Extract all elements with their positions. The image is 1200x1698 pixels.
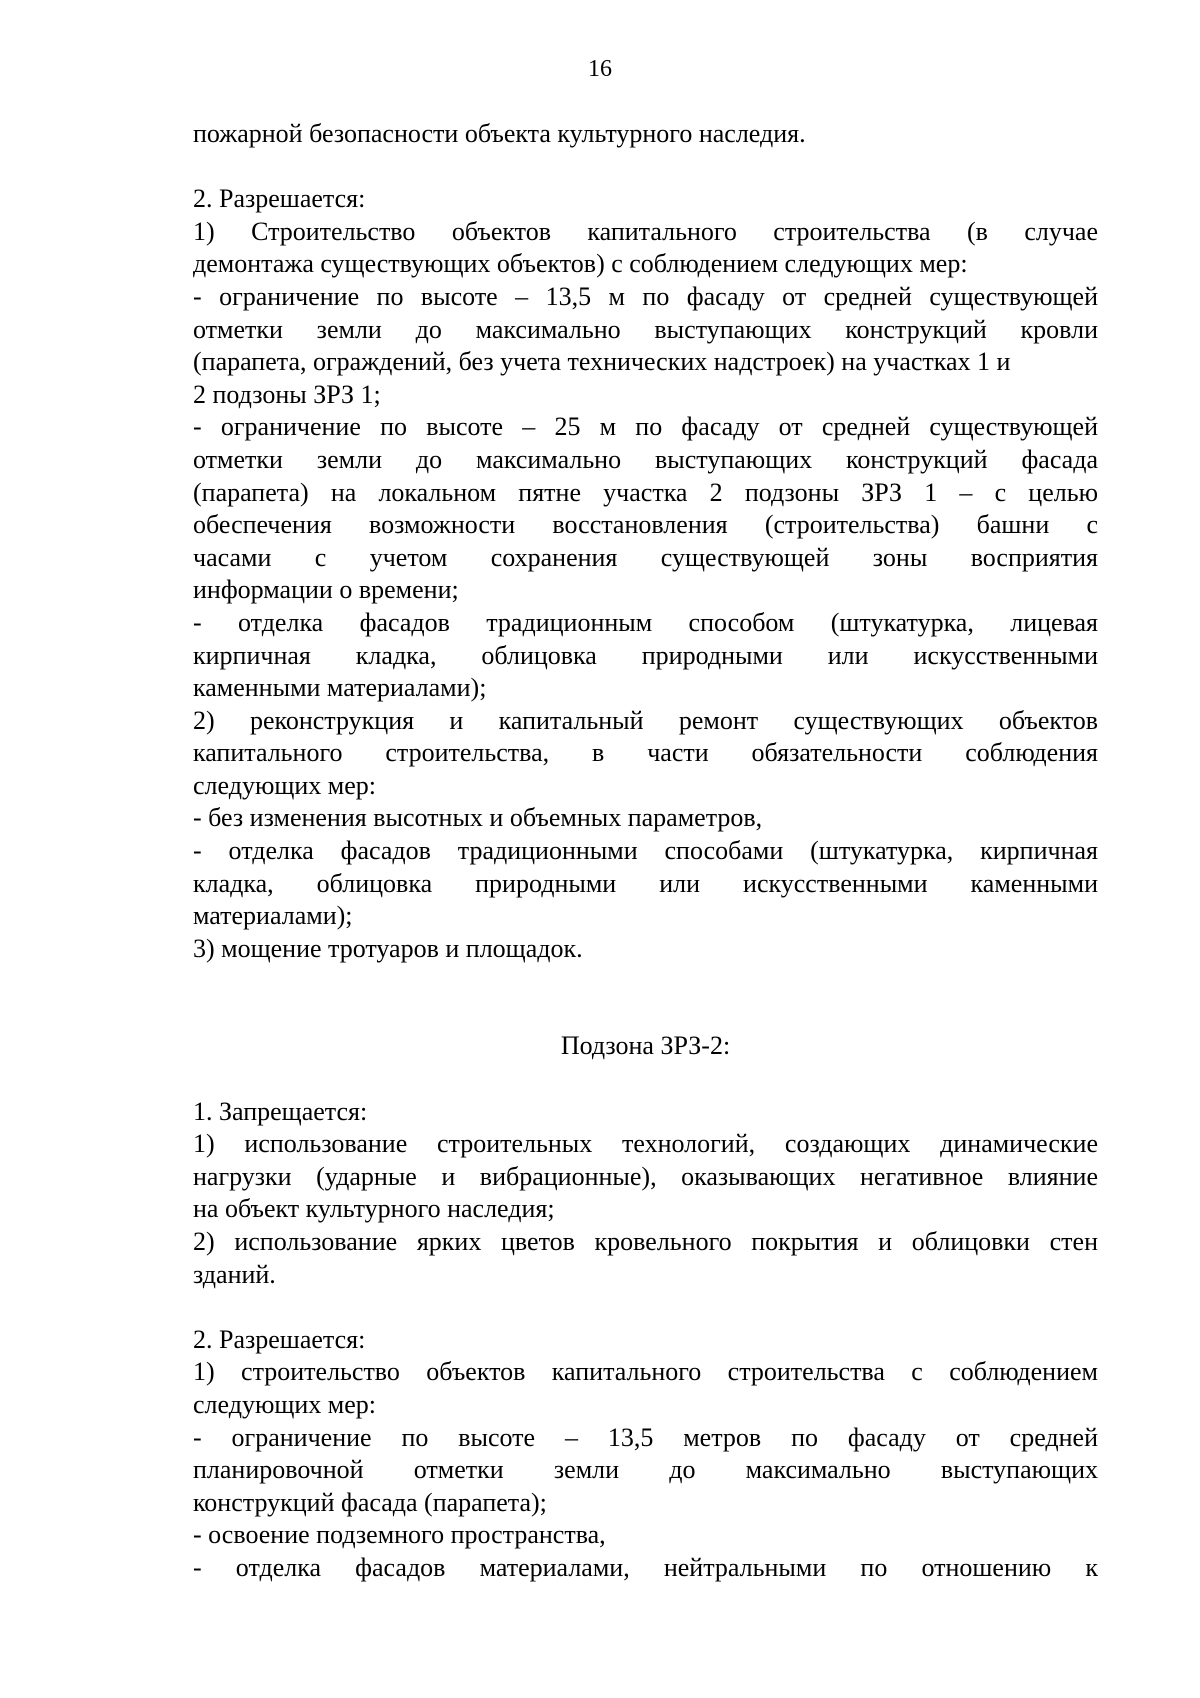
subzone-heading: Подзона ЗРЗ-2: (560, 1031, 731, 1061)
text-line: 1) использование строительных технологий, создающих динамические (193, 1129, 1098, 1159)
text-line: следующих мер: (193, 770, 377, 800)
text-line: информации о времени; (193, 575, 459, 605)
text-line: 3) мощение тротуаров и площадок. (193, 933, 583, 963)
paragraph-gap (193, 1291, 1098, 1324)
text-line: кирпичная кладка, облицовка природными или искусственными (193, 640, 1098, 670)
text-line: материалами); (193, 901, 353, 931)
text-line: 2) реконструкция и капитальный ремонт существующих объектов (193, 705, 1098, 735)
text-line: пожарной безопасности объекта культурного наследия. (193, 119, 806, 148)
text-line: - ограничение по высоте – 25 м по фасаду от средней существующей (193, 412, 1098, 442)
text-line: 1) Строительство объектов капитального строительства (в случае (193, 216, 1098, 246)
text-line: - освоение подземного пространства, (193, 1520, 606, 1550)
paragraph-gap (193, 1063, 1098, 1096)
text-line: кладка, облицовка природными или искусственными каменными (193, 868, 1098, 898)
text-line: нагрузки (ударные и вибрационные), оказывающих негативное влияние (193, 1161, 1098, 1191)
text-line: демонтажа существующих объектов) с соблюдением следующих мер: (193, 249, 968, 279)
section-heading-allowed: 2. Разрешается: (193, 184, 366, 214)
text-line: конструкций фасада (парапета); (193, 1487, 547, 1517)
section-heading-allowed: 2. Разрешается: (193, 1324, 366, 1354)
text-line: - ограничение по высоте – 13,5 м по фасаду от средней существующей (193, 281, 1098, 311)
text-line: 2 подзоны ЗРЗ 1; (193, 379, 381, 409)
text-line: (парапета) на локальном пятне участка 2 подзоны ЗРЗ 1 – с целью (193, 477, 1098, 507)
section-gap (193, 965, 1098, 1030)
text-line: (парапета, ограждений, без учета технических надстроек) на участках 1 и (193, 347, 1011, 377)
text-line: 1) строительство объектов капитального строительства с соблюдением (193, 1357, 1098, 1387)
page-number: 16 (588, 56, 612, 82)
text-line: планировочной отметки земли до максимально выступающих (193, 1455, 1098, 1485)
document-body (193, 118, 1098, 1585)
text-line: зданий. (193, 1259, 276, 1289)
text-line: - отделка фасадов традиционным способом (штукатурка, лицевая (193, 607, 1098, 637)
text-line: - отделка фасадов материалами, нейтральными по отношению к (193, 1552, 1098, 1582)
text-line: отметки земли до максимально выступающих конструкций кровли (193, 314, 1098, 344)
text-line: - без изменения высотных и объемных параметров, (193, 803, 763, 833)
text-line: отметки земли до максимально выступающих конструкций фасада (193, 444, 1098, 474)
text-line: обеспечения возможности восстановления (строительства) башни с (193, 510, 1098, 540)
section-heading-prohibited: 1. Запрещается: (193, 1096, 368, 1126)
text-line: часами с учетом сохранения существующей зоны восприятия (193, 542, 1098, 572)
text-line: на объект культурного наследия; (193, 1194, 555, 1224)
text-line: следующих мер: (193, 1389, 377, 1419)
text-line: - отделка фасадов традиционными способами (штукатурка, кирпичная (193, 836, 1098, 866)
text-line: - ограничение по высоте – 13,5 метров по фасаду от средней (193, 1422, 1098, 1452)
text-line: каменными материалами); (193, 673, 487, 703)
text-line: 2) использование ярких цветов кровельного покрытия и облицовки стен (193, 1227, 1098, 1256)
paragraph-gap (193, 151, 1098, 184)
text-line: капитального строительства, в части обязательности соблюдения (193, 738, 1098, 768)
